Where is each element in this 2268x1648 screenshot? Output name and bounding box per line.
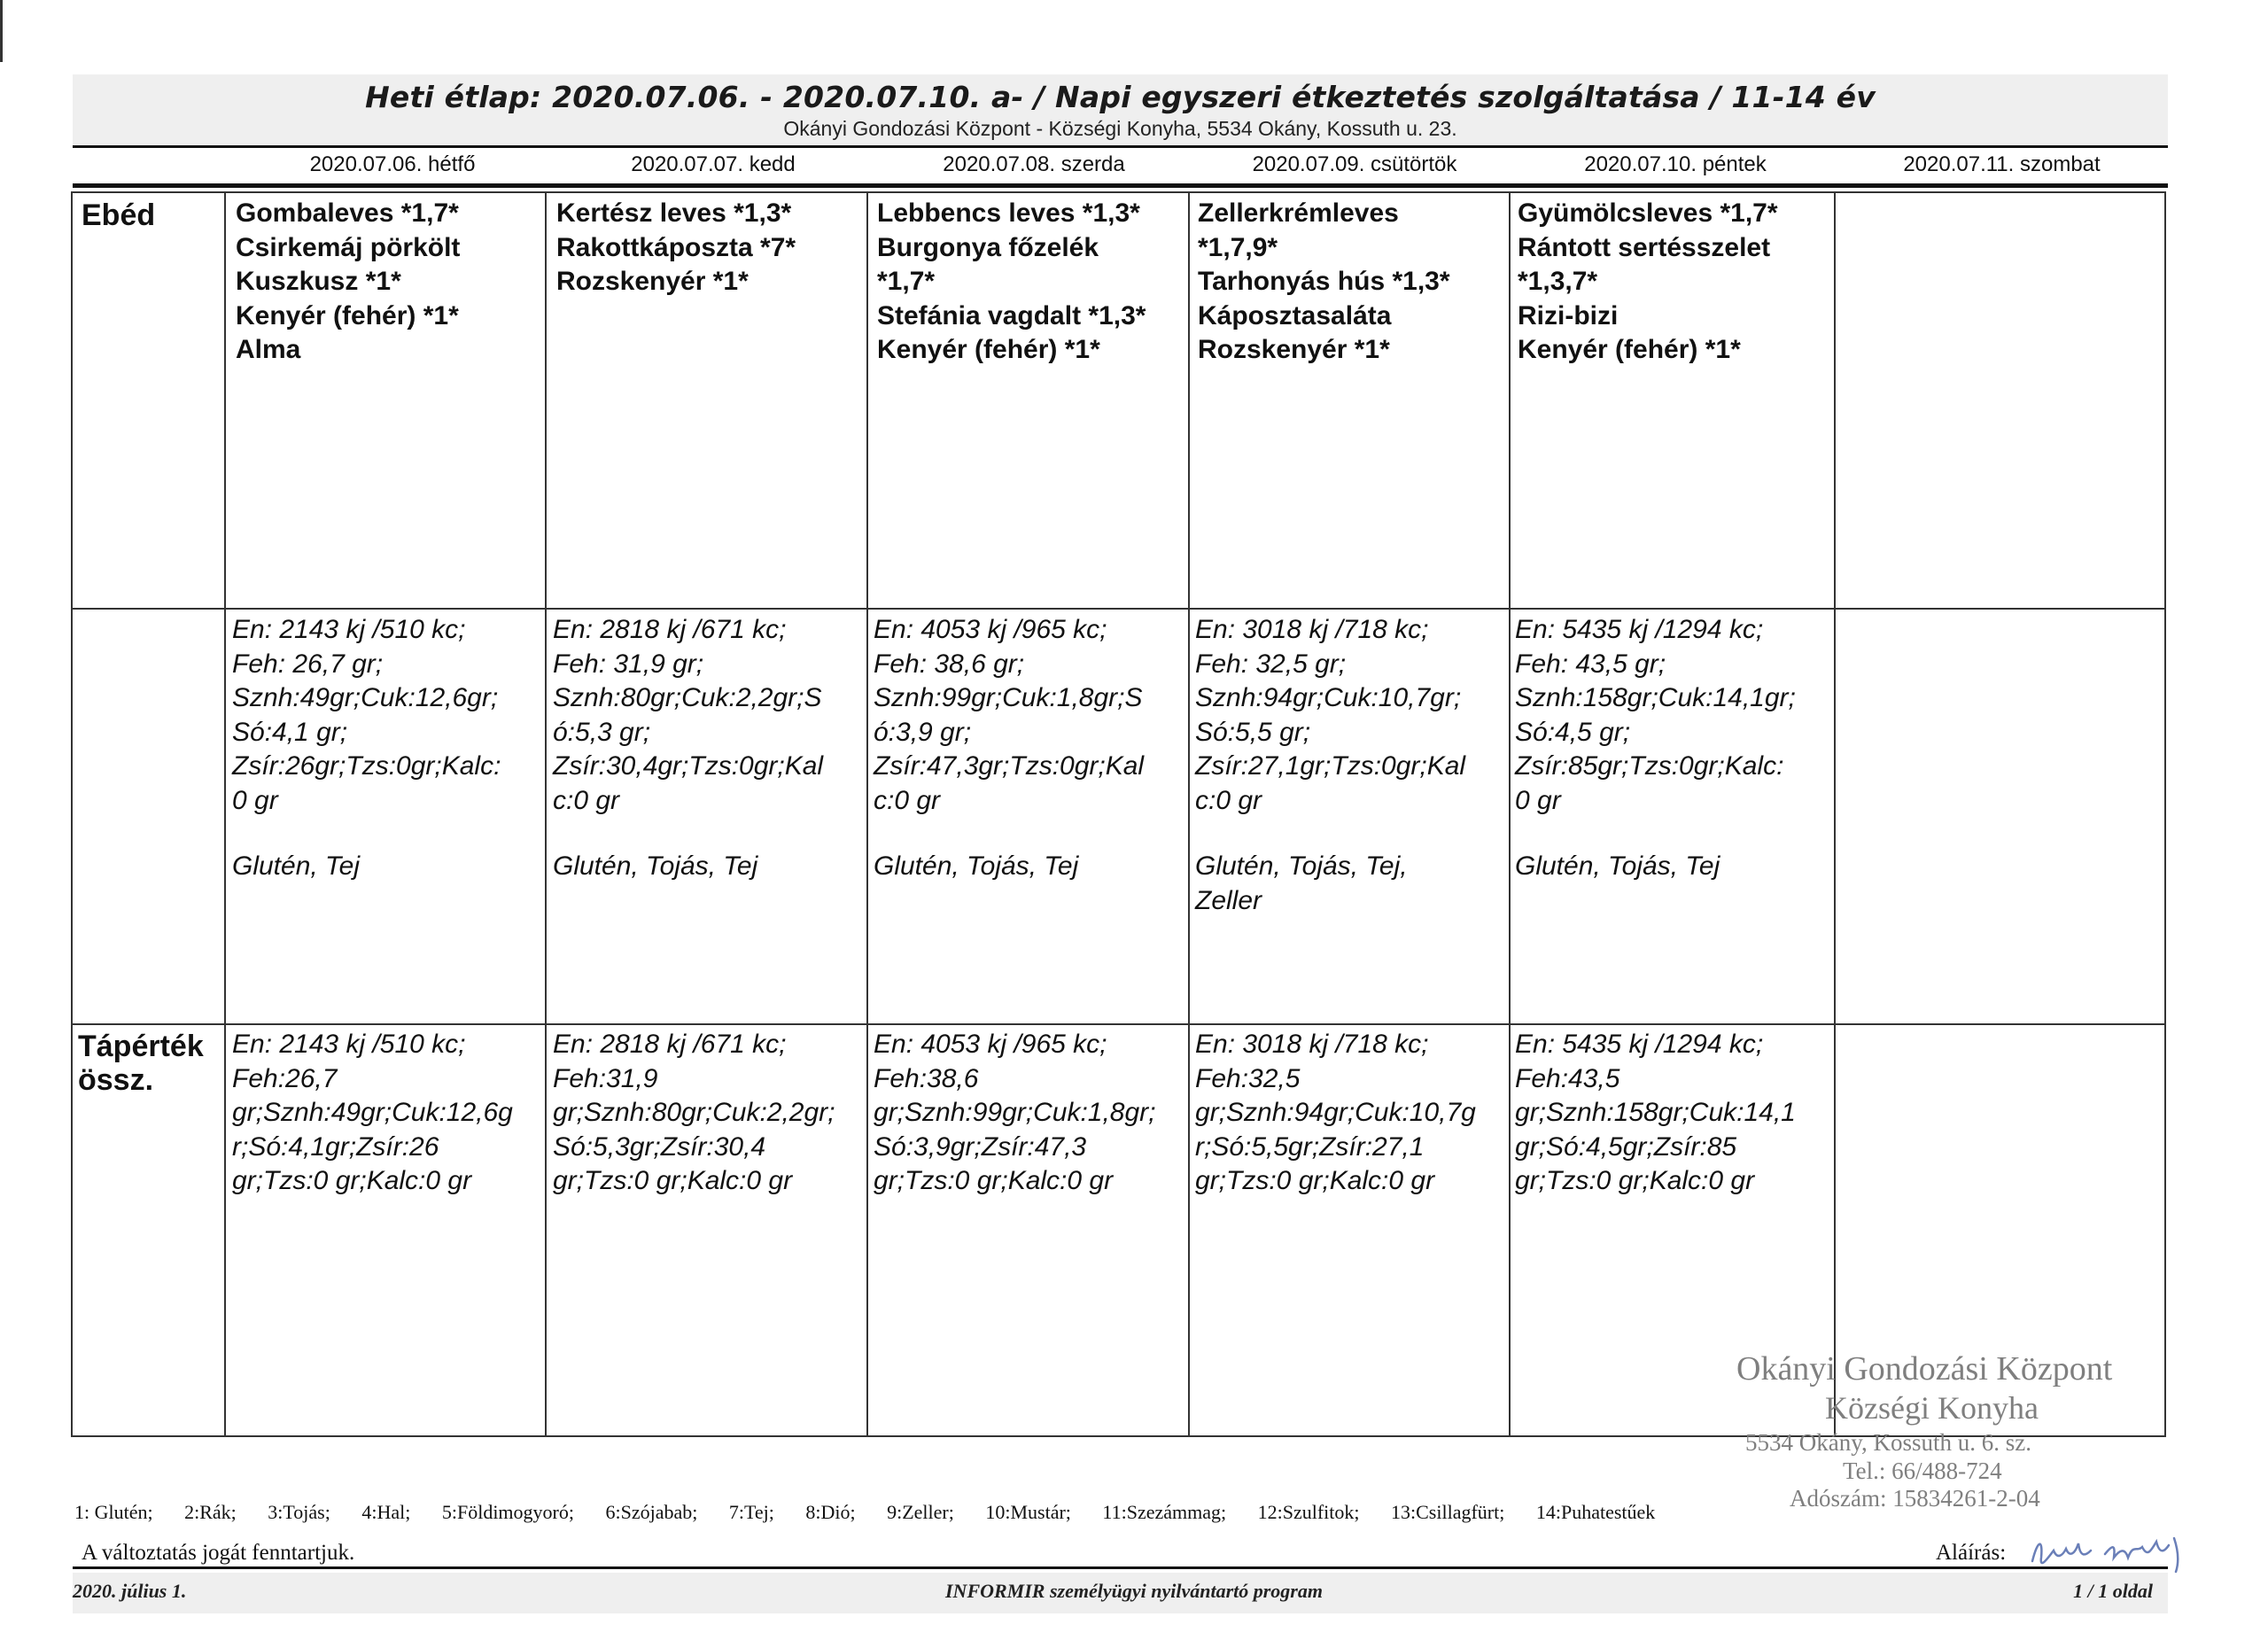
header-rule [73,145,2168,148]
legend-item: 4:Hal; [361,1501,411,1523]
legend-item: 5:Földimogyoró; [441,1501,574,1523]
stamp-line-phone: Tel.: 66/488-724 [1843,1458,2002,1484]
legend-item: 1: Glutén; [74,1501,153,1523]
table-column-divider [1509,191,1511,1437]
footer-program: INFORMIR személyügyi nyilvántartó program [945,1580,1323,1602]
nutrition-cell-friday: En: 5435 kj /1294 kc; Feh: 43,5 gr; Sznh:158gr;Cuk:14,1gr; Só:4,5 gr; Zsír:85gr;Tzs:0gr;Kalc: 0 gr [1515,615,1796,815]
stamp-line-taxnumber: Adószám: 15834261-2-04 [1790,1485,2040,1512]
legend-item: 10:Mustár; [985,1501,1071,1523]
menu-cell-monday: Gombaleves *1,7* Csirkemáj pörkölt Kuszkusz *1* Kenyér (fehér) *1* Alma [236,198,461,364]
stamp-line-address: 5534 Okány, Kossuth u. 6. sz. [1745,1429,2031,1456]
allergen-legend [74,1501,1682,1524]
stamp-line-kitchen: Községi Konyha [1825,1390,2039,1426]
totals-cell-thursday: En: 3018 kj /718 kc; Feh:32,5 gr;Sznh:94gr;Cuk:10,7g r;Só:5,5gr;Zsír:27,1 gr;Tzs:0 gr;Kalc:0 gr [1195,1030,1476,1195]
day-header-wednesday: 2020.07.08. szerda [943,152,1125,176]
table-column-divider [1188,191,1190,1437]
reservation-notice: A változtatás jogát fenntartjuk. [82,1541,355,1565]
table-column-divider [866,191,868,1437]
table-column-divider [224,191,226,1437]
legend-item: 14:Puhatestűek [1535,1501,1656,1523]
legend-item: 9:Zeller; [887,1501,954,1523]
day-header-monday: 2020.07.06. hétfő [309,152,476,176]
nutrition-cell-tuesday: En: 2818 kj /671 kc; Feh: 31,9 gr; Sznh:80gr;Cuk:2,2gr;S ó:5,3 gr; Zsír:30,4gr;Tzs:0gr;Kal c:0 gr [553,615,824,815]
legend-item: 11:Szezámmag; [1102,1501,1227,1523]
signature-label: Aláírás: [1936,1541,2007,1565]
allergen-cell-friday: Glutén, Tojás, Tej [1515,851,1720,881]
legend-item: 6:Szójabab; [605,1501,698,1523]
table-row-divider [71,1023,2166,1025]
totals-cell-monday: En: 2143 kj /510 kc; Feh:26,7 gr;Sznh:49gr;Cuk:12,6g r;Só:4,1gr;Zsír:26 gr;Tzs:0 gr;Kalc:0 gr [232,1030,513,1195]
menu-cell-thursday: Zellerkrémleves *1,7,9* Tarhonyás hús *1,3* Káposztasaláta Rozskenyér *1* [1198,198,1450,364]
table-column-divider [545,191,547,1437]
table-column-divider [1834,191,1836,1437]
stamp-line-organization: Okányi Gondozási Központ [1736,1350,2113,1388]
allergen-cell-tuesday: Glutén, Tojás, Tej [553,851,758,881]
totals-cell-tuesday: En: 2818 kj /671 kc; Feh:31,9 gr;Sznh:80gr;Cuk:2,2gr; Só:5,3gr;Zsír:30,4 gr;Tzs:0 gr;Kalc:0 gr [553,1030,835,1195]
footer-page-number: 1 / 1 oldal [2073,1580,2153,1602]
page-title: Heti étlap: 2020.07.06. - 2020.07.10. a- / Napi egyszeri étkeztetés szolgáltatása / 11-14 év [365,80,1876,114]
day-header-friday: 2020.07.10. péntek [1584,152,1767,176]
nutrition-cell-wednesday: En: 4053 kj /965 kc; Feh: 38,6 gr; Sznh:99gr;Cuk:1,8gr;S ó:3,9 gr; Zsír:47,3gr;Tzs:0gr;Kal c:0 gr [874,615,1145,815]
legend-item: 7:Tej; [728,1501,774,1523]
day-header-thursday: 2020.07.09. csütörtök [1252,152,1457,176]
allergen-cell-thursday: Glutén, Tojás, Tej, Zeller [1195,851,1408,915]
day-header-tuesday: 2020.07.07. kedd [631,152,796,176]
menu-cell-wednesday: Lebbencs leves *1,3* Burgonya főzelék *1,7* Stefánia vagdalt *1,3* Kenyér (fehér) *1* [877,198,1146,364]
day-header-rule [73,183,2168,188]
totals-cell-wednesday: En: 4053 kj /965 kc; Feh:38,6 gr;Sznh:99gr;Cuk:1,8gr; Só:3,9gr;Zsír:47,3 gr;Tzs:0 gr;Kalc:0 gr [874,1030,1156,1195]
legend-item: 13:Csillagfürt; [1391,1501,1505,1523]
footer-rule [73,1566,2168,1569]
footer-date: 2020. július 1. [73,1580,187,1602]
menu-cell-friday: Gyümölcsleves *1,7* Rántott sertésszelet *1,3,7* Rizi-bizi Kenyér (fehér) *1* [1518,198,1778,364]
row-label-tapertek: Tápérték össz. [78,1030,204,1097]
page-subtitle: Okányi Gondozási Központ - Községi Konyha, 5534 Okány, Kossuth u. 23. [783,117,1457,140]
allergen-cell-wednesday: Glutén, Tojás, Tej [874,851,1079,881]
totals-cell-friday: En: 5435 kj /1294 kc; Feh:43,5 gr;Sznh:158gr;Cuk:14,1 gr;Só:4,5gr;Zsír:85 gr;Tzs:0 gr;Kalc:0 gr [1515,1030,1796,1195]
table-row-divider [71,608,2166,610]
nutrition-cell-thursday: En: 3018 kj /718 kc; Feh: 32,5 gr; Sznh:94gr;Cuk:10,7gr; Só:5,5 gr; Zsír:27,1gr;Tzs:0gr;Kal c:0 gr [1195,615,1466,815]
allergen-cell-monday: Glutén, Tej [232,851,360,881]
nutrition-cell-monday: En: 2143 kj /510 kc; Feh: 26,7 gr; Sznh:49gr;Cuk:12,6gr; Só:4,1 gr; Zsír:26gr;Tzs:0gr;Kalc: 0 gr [232,615,501,815]
legend-item: 2:Rák; [184,1501,237,1523]
legend-item: 8:Dió; [805,1501,856,1523]
menu-cell-tuesday: Kertész leves *1,3* Rakottkáposzta *7* Rozskenyér *1* [556,198,796,296]
row-label-ebed: Ebéd [82,198,156,232]
scan-edge-mark [0,0,3,62]
legend-item: 3:Tojás; [268,1501,330,1523]
day-header-saturday: 2020.07.11. szombat [1903,152,2101,176]
legend-item: 12:Szulfitok; [1257,1501,1360,1523]
